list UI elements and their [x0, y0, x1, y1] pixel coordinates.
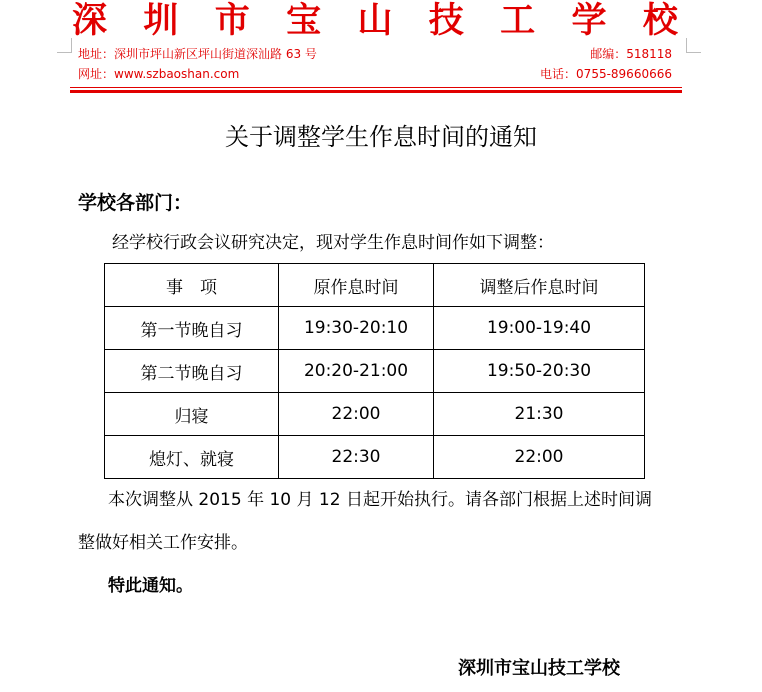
document-title: 关于调整学生作息时间的通知 — [225, 123, 537, 151]
letterhead-website: 网址：www.szbaoshan.com — [78, 67, 240, 81]
table-cell: 19:30-20:10 — [279, 307, 434, 350]
table-cell: 22:00 — [434, 436, 645, 479]
table-row — [105, 436, 645, 479]
school-name-char: 校 — [642, 0, 678, 41]
school-name-char: 深 — [72, 0, 108, 41]
table-cell: 21:30 — [434, 393, 645, 436]
table-cell: 熄灯、就寝 — [105, 436, 279, 479]
school-name-char: 技 — [428, 0, 464, 41]
table-row — [105, 350, 645, 393]
margin-corner-mark-left — [57, 38, 72, 53]
body-paragraph-line-1: 本次调整从 2015 年 10 月 12 日起开始执行。请各部门根据上述时间调 — [108, 490, 652, 510]
closing-remark: 特此通知。 — [108, 576, 193, 596]
salutation: 学校各部门： — [78, 192, 193, 214]
school-name-char: 圳 — [143, 0, 179, 41]
table-row — [105, 307, 645, 350]
letterhead-school-name — [72, 0, 678, 42]
schedule-table — [104, 263, 645, 479]
table-cell: 第二节晚自习 — [105, 350, 279, 393]
intro-text: 经学校行政会议研究决定，现对学生作息时间作如下调整： — [112, 233, 554, 253]
table-cell: 19:00-19:40 — [434, 307, 645, 350]
letterhead-phone: 电话：0755-89660666 — [540, 67, 672, 81]
table-cell: 22:00 — [279, 393, 434, 436]
school-name-char: 市 — [214, 0, 250, 41]
letterhead-divider-thick — [70, 90, 682, 93]
table-row — [105, 393, 645, 436]
header-cell-original-time: 原作息时间 — [279, 264, 434, 307]
body-paragraph-line-2: 整做好相关工作安排。 — [78, 533, 248, 553]
table-cell: 19:50-20:30 — [434, 350, 645, 393]
table-cell: 20:20-21:00 — [279, 350, 434, 393]
school-name-char: 山 — [357, 0, 393, 41]
table-cell: 22:30 — [279, 436, 434, 479]
header-cell-adjusted-time: 调整后作息时间 — [434, 264, 645, 307]
letterhead-address: 地址：深圳市坪山新区坪山街道深汕路 63 号 — [78, 47, 317, 61]
table-cell: 归寝 — [105, 393, 279, 436]
margin-corner-mark-right — [686, 38, 701, 53]
table-header-row — [105, 264, 645, 307]
school-name-char: 学 — [571, 0, 607, 41]
signature: 深圳市宝山技工学校 — [458, 658, 620, 679]
letterhead-postcode: 邮编：518118 — [590, 47, 672, 61]
letterhead-divider-thin — [70, 87, 682, 88]
header-cell-item: 事 项 — [105, 264, 279, 307]
school-name-char: 宝 — [286, 0, 322, 41]
school-name-char: 工 — [500, 0, 536, 41]
table-cell: 第一节晚自习 — [105, 307, 279, 350]
